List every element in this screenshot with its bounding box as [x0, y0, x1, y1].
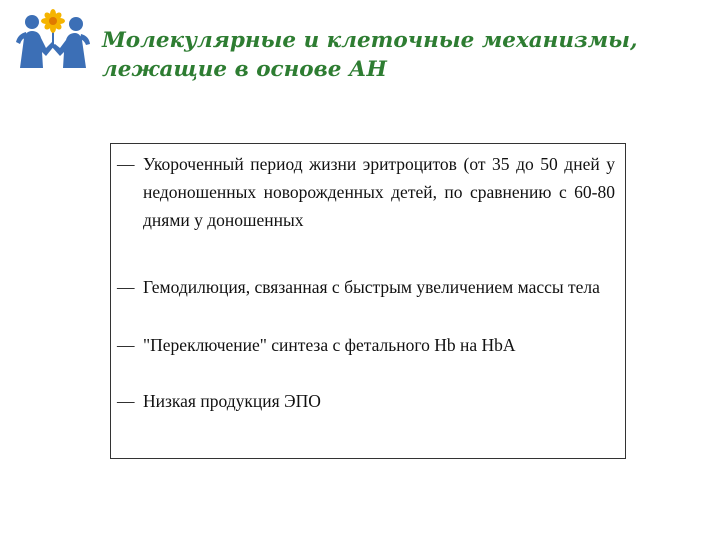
- list-item: [117, 150, 615, 234]
- bullet-dash: —: [117, 277, 135, 297]
- list-item: [117, 387, 615, 415]
- bullet-list: [117, 150, 615, 415]
- title-line-2: лежащие в основе АН: [102, 57, 387, 82]
- list-item: [117, 331, 615, 359]
- list-item-text: Гемодилюция, связанная с быстрым увеличением массы тела: [143, 277, 600, 297]
- flower-icon: [41, 9, 65, 44]
- bullet-dash: —: [117, 335, 135, 355]
- content-box: [110, 143, 626, 459]
- title-line-1: Молекулярные и клеточные механизмы,: [102, 28, 638, 53]
- bullet-dash: —: [117, 154, 135, 174]
- children-with-flower-icon: [12, 8, 94, 74]
- bullet-dash: —: [117, 391, 135, 411]
- slide-title: [102, 26, 702, 84]
- list-item-text: Укороченный период жизни эритроцитов (от 35 до 50 дней у недоношенных новорожденных детей, по сравнению с 60-80 днями у доношенных: [143, 154, 615, 230]
- list-item-text: "Переключение" синтеза с фетального Hb на HbA: [143, 335, 516, 355]
- list-item: [117, 273, 615, 301]
- list-item-text: Низкая продукция ЭПО: [143, 391, 321, 411]
